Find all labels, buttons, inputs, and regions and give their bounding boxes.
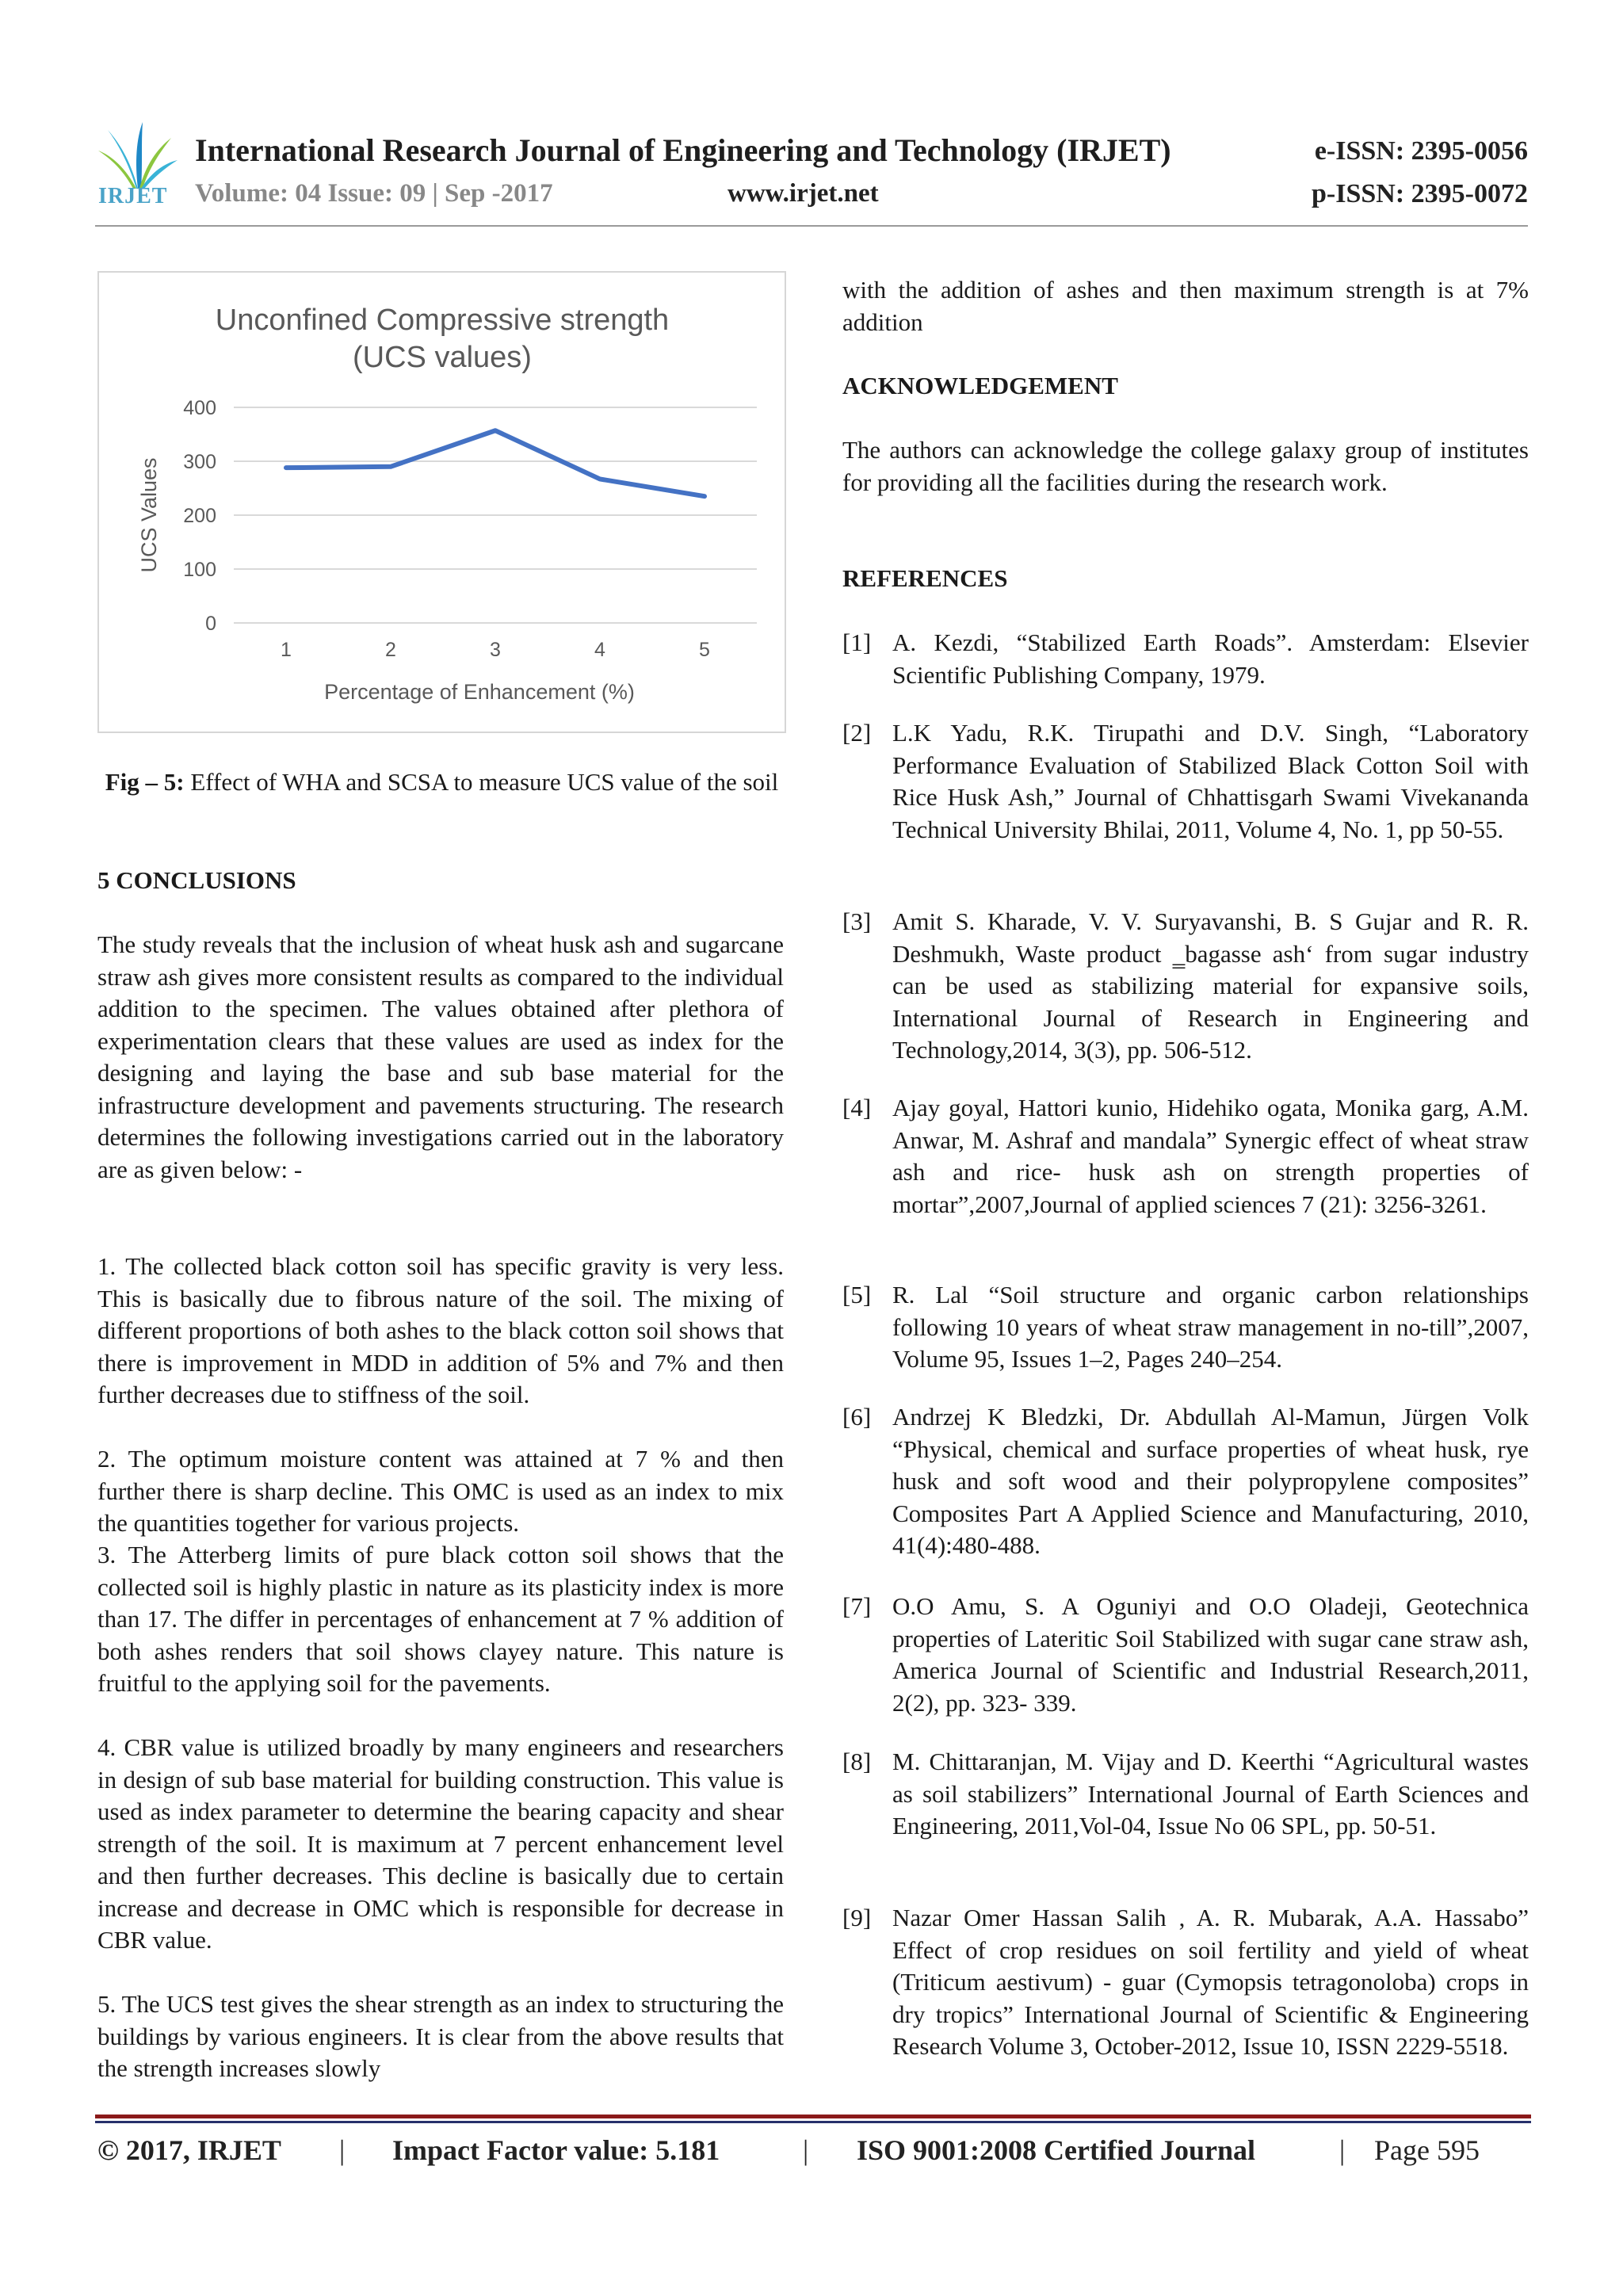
footer-iso: ISO 9001:2008 Certified Journal	[857, 2134, 1255, 2166]
footer-copyright: © 2017, IRJET	[97, 2134, 281, 2166]
reference-number: [6]	[842, 1403, 872, 1431]
references-heading: REFERENCES	[842, 564, 1008, 592]
eissn: e-ISSN: 2395-0056	[1314, 136, 1528, 166]
y-tick-label: 200	[183, 505, 216, 527]
reference-text: L.K Yadu, R.K. Tirupathi and D.V. Singh, “Laboratory Performance Evaluation of Stabilized Black Cotton Soil with Rice Husk Ash,” Journal of Chhattisgarh Swami Vivekananda Technical University Bhilai, 2011, Volume 4, No. 1, pp 50-55.	[892, 719, 1529, 843]
conclusion-continuation: with the addition of ashes and then maximum strength is at 7% addition	[842, 276, 1529, 336]
y-tick-label: 300	[183, 451, 216, 473]
footer-separator: |	[339, 2134, 346, 2166]
reference-item	[842, 627, 1529, 691]
conclusion-point-5: 5. The UCS test gives the shear strength as an index to structuring the buildings by various engineers. It is clear from the above results that the strength increases slowly	[97, 1990, 784, 2082]
reference-item	[842, 1902, 1529, 2063]
header-divider	[95, 225, 1528, 227]
ucs-chart	[97, 271, 786, 733]
reference-number: [2]	[842, 719, 872, 747]
conclusions-intro: The study reveals that the inclusion of wheat husk ash and sugarcane straw ash gives more consistent results as compared to the individual addition to the specimen. The values obtained after plethora of experimentation clears that these values are used as index for the designing and laying the base and sub base material for the infrastructure development and pavements structuring. The research determines the following investigations carried out in the laboratory are as given below: -	[97, 930, 784, 1183]
leaf-icon	[94, 119, 179, 190]
logo-text: IRJET	[98, 184, 168, 208]
figure-caption	[97, 766, 786, 798]
reference-item	[842, 906, 1529, 1067]
page-number: Page 595	[1374, 2134, 1480, 2166]
reference-text: Nazar Omer Hassan Salih , A. R. Mubarak, A.A. Hassabo” Effect of crop residues on soil fertility and yield of wheat (Triticum aestivum) - guar (Cymopsis tetragonoloba) crops in dry tropics” International Journal of Scientific & Engineering Research Volume 3, October-2012, Issue 10, ISSN 2229-5518.	[892, 1904, 1529, 2060]
ucs-line-chart	[99, 273, 785, 732]
figure-label: Fig – 5:	[105, 768, 185, 796]
y-tick-label: 100	[183, 559, 216, 581]
x-tick-label: 5	[699, 639, 710, 661]
data-point	[495, 430, 497, 432]
reference-item	[842, 717, 1529, 846]
acknowledgement-text: The authors can acknowledge the college galaxy group of institutes for providing all the facilities during the research work.	[842, 436, 1529, 496]
x-tick-label: 4	[594, 639, 605, 661]
reference-number: [3]	[842, 907, 872, 935]
journal-url[interactable]: www.irjet.net	[727, 179, 879, 208]
reference-number: [8]	[842, 1748, 872, 1775]
reference-text: Amit S. Kharade, V. V. Suryavanshi, B. S Gujar and R. R. Deshmukh, Waste product ‗bagasse ash‘ from sugar industry can be used as stabilizing material for expansive soils, International Journal of Research in Engineering and Technology,2014, 3(3), pp. 506-512.	[892, 907, 1529, 1064]
footer-rule-bottom	[95, 2121, 1531, 2123]
data-point	[704, 495, 706, 498]
series-line	[286, 430, 705, 496]
footer-separator: |	[803, 2134, 809, 2166]
conclusion-point-1: 1. The collected black cotton soil has specific gravity is very less. This is basically due to fibrous nature of the soil. The mixing of different proportions of both ashes to the black cotton soil shows that there is improvement in MDD in addition of 5% and 7% and then further decreases due to stiffness of the soil.	[97, 1252, 784, 1408]
pissn: p-ISSN: 2395-0072	[1312, 179, 1528, 208]
conclusions-heading: 5 CONCLUSIONS	[97, 866, 296, 894]
conclusion-point-3: 3. The Atterberg limits of pure black cotton soil shows that the collected soil is highly plastic in nature as its plasticity index is more than 17. The differ in percentages of enhancement at 7 % addition of both ashes renders that soil shows clayey nature. This nature is fruitful to the applying soil for the pavements.	[97, 1541, 784, 1697]
figure-caption-text: Effect of WHA and SCSA to measure UCS value of the soil	[184, 768, 779, 796]
x-tick-label: 2	[385, 639, 396, 661]
reference-text: A. Kezdi, “Stabilized Earth Roads”. Amsterdam: Elsevier Scientific Publishing Company, 1979.	[892, 628, 1529, 689]
reference-item	[842, 1092, 1529, 1221]
acknowledgement-heading: ACKNOWLEDGEMENT	[842, 372, 1118, 399]
reference-item	[842, 1279, 1529, 1376]
footer-impact-factor: Impact Factor value: 5.181	[392, 2134, 720, 2166]
data-point	[390, 465, 392, 468]
reference-number: [1]	[842, 628, 872, 656]
x-tick-label: 1	[281, 639, 292, 661]
reference-number: [7]	[842, 1592, 872, 1620]
reference-text: O.O Amu, S. A Oguniyi and O.O Oladeji, Geotechnica properties of Lateritic Soil Stabilized with sugar cane straw ash, America Journal of Scientific and Industrial Research,2011, 2(2), pp. 323- 339.	[892, 1592, 1529, 1717]
y-tick-label: 400	[183, 397, 216, 419]
reference-number: [5]	[842, 1281, 872, 1308]
chart-title: Unconfined Compressive strength	[215, 304, 670, 337]
chart-title: (UCS values)	[353, 341, 532, 374]
x-axis-label: Percentage of Enhancement (%)	[324, 680, 635, 704]
reference-text: Ajay goyal, Hattori kunio, Hidehiko ogata, Monika garg, A.M. Anwar, M. Ashraf and mandala” Synergic effect of wheat straw ash and rice- husk ash on strength properties of mortar”,2007,Journal of applied sciences 7 (21): 3256-3261.	[892, 1094, 1529, 1218]
data-point	[599, 478, 601, 480]
reference-number: [9]	[842, 1904, 872, 1931]
reference-text: M. Chittaranjan, M. Vijay and D. Keerthi “Agricultural wastes as soil stabilizers” International Journal of Earth Sciences and Engineering, 2011,Vol-04, Issue No 06 SPL, pp. 50-51.	[892, 1748, 1529, 1839]
footer-rule-top	[95, 2115, 1531, 2118]
footer-separator: |	[1339, 2134, 1346, 2166]
reference-item	[842, 1746, 1529, 1843]
reference-number: [4]	[842, 1094, 872, 1121]
volume-issue: Volume: 04 Issue: 09 | Sep -2017	[195, 179, 553, 208]
y-axis-label: UCS Values	[137, 457, 161, 573]
reference-text: Andrzej K Bledzki, Dr. Abdullah Al-Mamun, Jürgen Volk “Physical, chemical and surface properties of wheat husk, rye husk and soft wood and their polypropylene composites” Composites Part A Applied Science and Manufacturing, 2010, 41(4):480-488.	[892, 1403, 1529, 1559]
conclusion-point-2: 2. The optimum moisture content was attained at 7 % and then further there is sharp decline. This OMC is used as an index to mix the quantities together for various projects.	[97, 1445, 784, 1537]
journal-title: International Research Journal of Engineering and Technology (IRJET)	[195, 132, 1171, 168]
data-point	[285, 467, 288, 469]
x-tick-label: 3	[490, 639, 501, 661]
reference-text: R. Lal “Soil structure and organic carbon relationships following 10 years of wheat straw management in no-till”,2007, Volume 95, Issues 1–2, Pages 240–254.	[892, 1281, 1529, 1373]
reference-item	[842, 1401, 1529, 1562]
conclusion-point-4: 4. CBR value is utilized broadly by many engineers and researchers in design of sub base material for building construction. This value is used as index parameter to determine the bearing capacity and shear strength of the soil. It is maximum at 7 percent enhancement level and then further decreases. This decline is basically due to certain increase and decrease in OMC which is responsible for decrease in CBR value.	[97, 1733, 784, 1954]
y-tick-label: 0	[205, 613, 216, 635]
reference-item	[842, 1591, 1529, 1719]
